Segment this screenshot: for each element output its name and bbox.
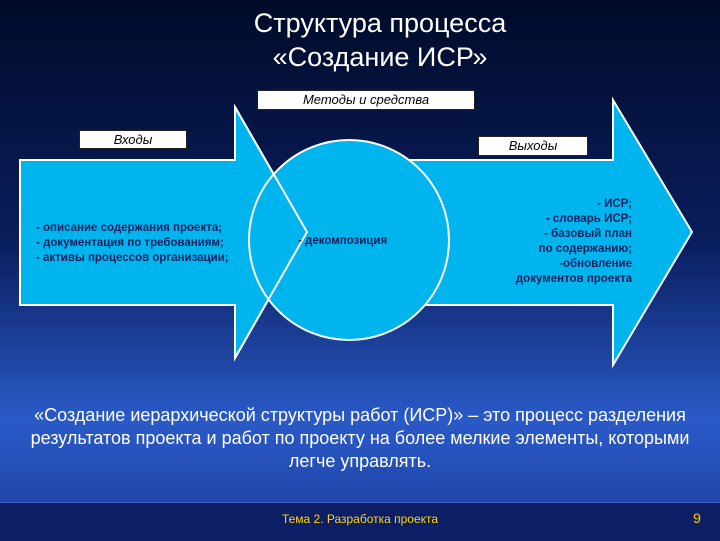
output-item: -обновление — [559, 258, 632, 270]
input-item: - активы процессов организации; — [36, 252, 229, 264]
outputs-label: Выходы — [478, 136, 588, 156]
page-number: 9 — [693, 510, 701, 526]
definition-text: «Создание иерархической структуры работ (ИСР)» – это процесс разделения результатов проекта и работ по проекту на более мелкие элементы, которыми легче управлять. — [30, 405, 690, 471]
output-item: документов проекта — [515, 273, 632, 285]
title-line-1: Структура процесса — [253, 8, 507, 38]
output-item: по содержанию; — [538, 243, 632, 255]
output-item: - базовый план — [544, 228, 632, 240]
process-item: - декомпозиция — [298, 235, 388, 247]
process-list — [298, 234, 387, 249]
input-item: - документация по требованиям; — [36, 237, 224, 249]
outputs-list — [470, 197, 632, 287]
inputs-label: Входы — [79, 130, 187, 149]
footer-topic: Тема 2. Разработка проекта — [281, 512, 439, 526]
output-item: - словарь ИСР; — [545, 213, 632, 225]
title-line-2: «Создание ИСР» — [272, 42, 488, 72]
inputs-list — [36, 221, 229, 266]
input-item: - описание содержания проекта; — [36, 222, 223, 234]
methods-label: Методы и средства — [257, 90, 475, 110]
output-item: - ИСР; — [597, 198, 632, 210]
